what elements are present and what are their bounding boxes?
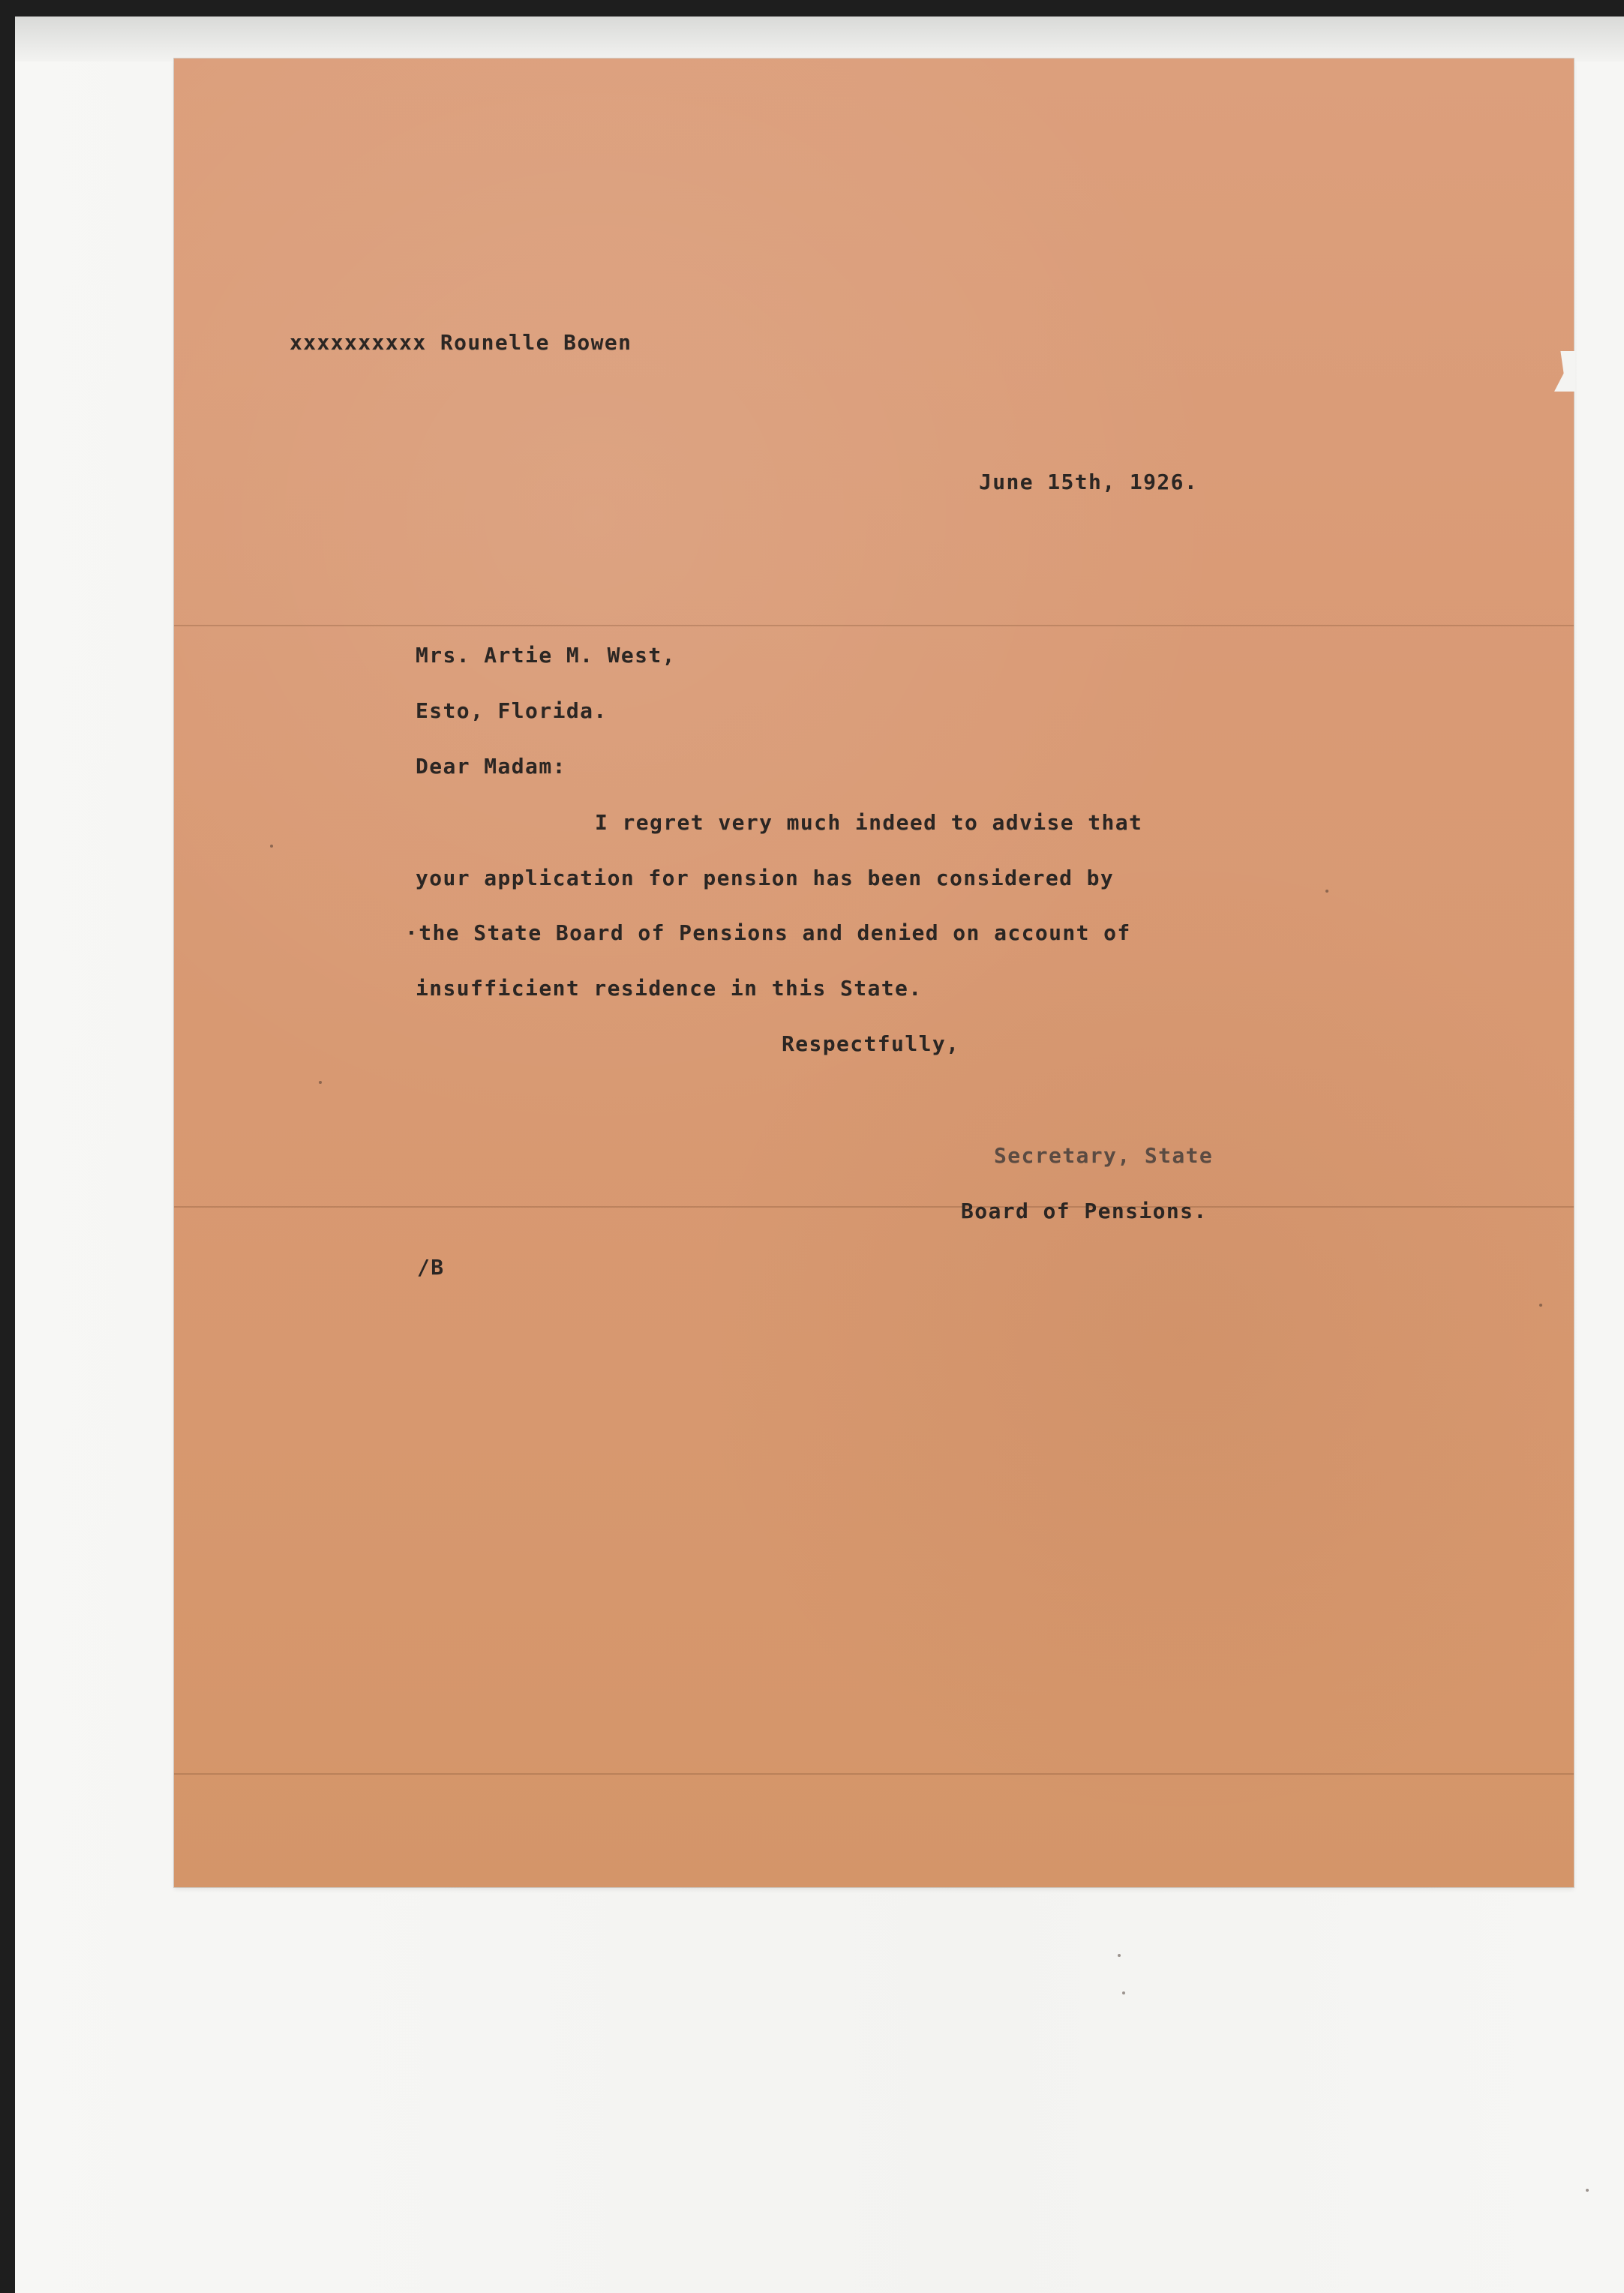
scan-top-edge (0, 0, 1624, 17)
torn-edge-notch (1554, 351, 1575, 392)
background-speck (1586, 2189, 1589, 2192)
letter-date: June 15th, 1926. (979, 470, 1199, 494)
closing: Respectfully, (782, 1031, 960, 1056)
paper-speck (319, 1081, 322, 1084)
signature-title-line-2: Board of Pensions. (961, 1199, 1208, 1223)
paper-speck (1539, 1304, 1542, 1307)
paper-speck (270, 845, 273, 848)
paper-fold-line (174, 1206, 1574, 1208)
reference-line: xxxxxxxxxx Rounelle Bowen (290, 330, 632, 355)
paper-speck (1325, 890, 1328, 893)
salutation: Dear Madam: (416, 754, 566, 779)
body-line: ·the State Board of Pensions and denied on account of (405, 920, 1131, 945)
scan-left-edge (0, 0, 15, 2293)
paper-fold-line (174, 1773, 1574, 1775)
recipient-name: Mrs. Artie M. West, (416, 643, 676, 668)
paper-fold-line (174, 625, 1574, 626)
signature-title-line-1: Secretary, State (994, 1143, 1214, 1168)
recipient-location: Esto, Florida. (416, 698, 608, 723)
body-line: insufficient residence in this State. (416, 976, 923, 1001)
background-speck (1118, 1954, 1121, 1957)
body-line: your application for pension has been considered by (416, 866, 1115, 890)
typist-initials: /B (417, 1255, 445, 1280)
letter-paper (174, 59, 1574, 1887)
body-line: I regret very much indeed to advise that (595, 810, 1143, 835)
background-speck (1122, 1991, 1125, 1994)
scan-shadow-band (15, 17, 1624, 62)
